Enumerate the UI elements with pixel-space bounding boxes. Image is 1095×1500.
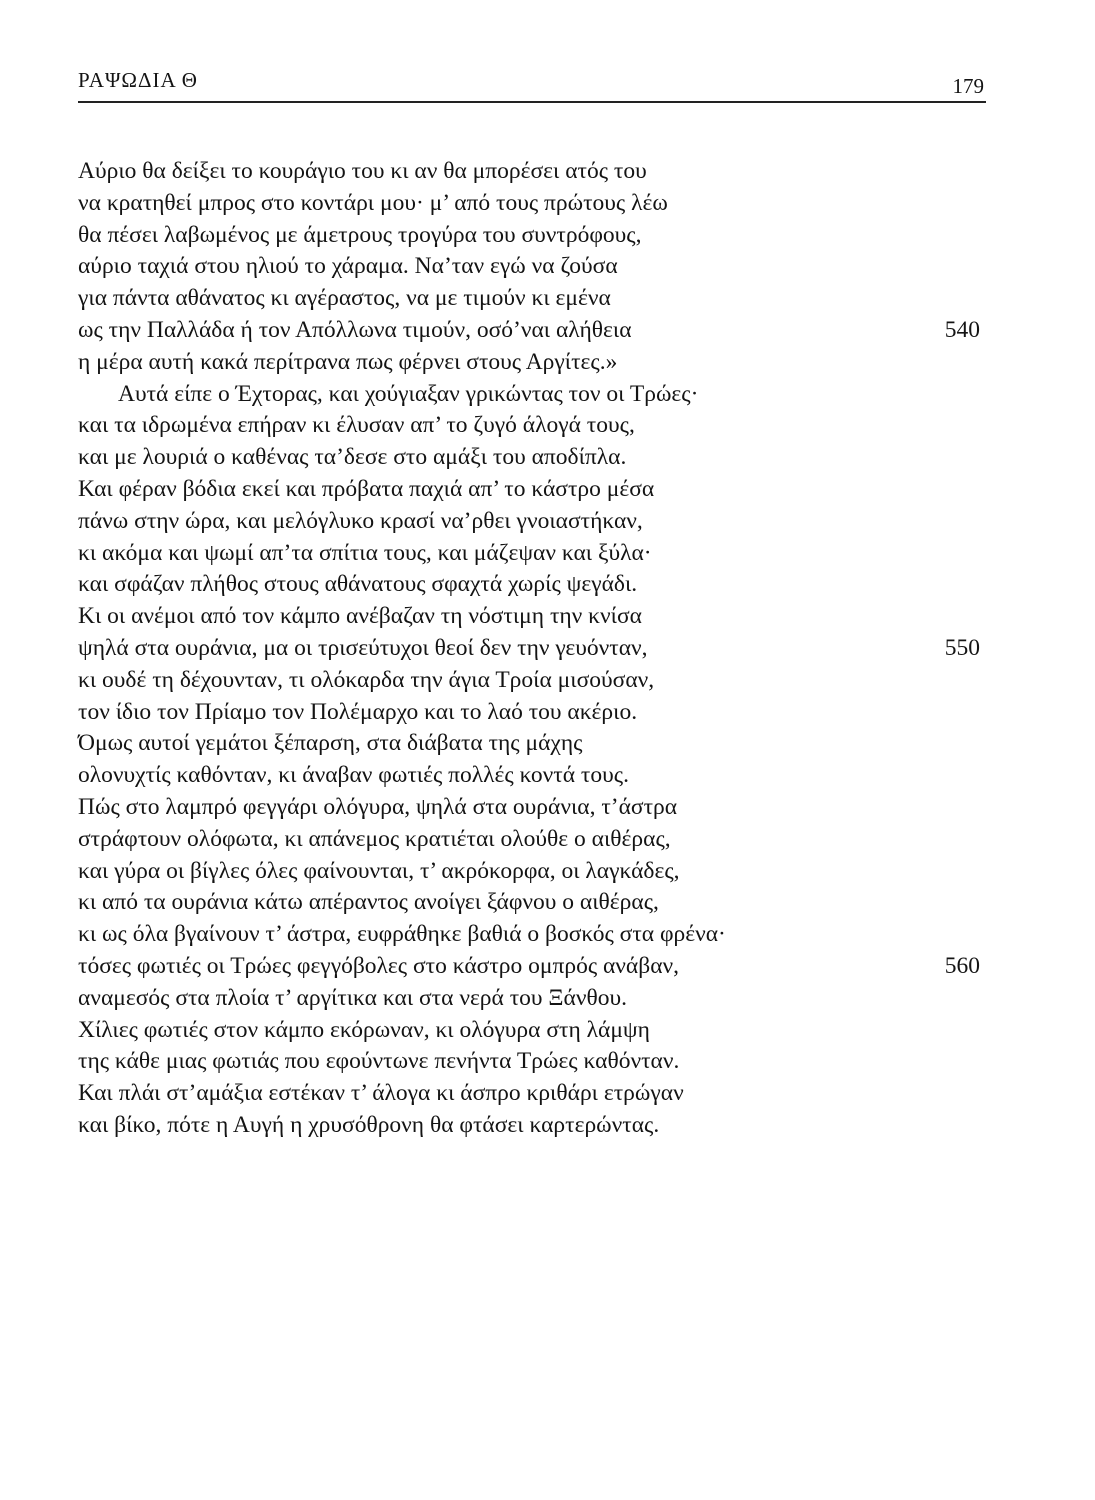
- verse-text: τόσες φωτιές οι Τρώες φεγγόβολες στο κάστρο ομπρός ανάβαν,: [78, 952, 680, 979]
- verse-line: [78, 1078, 988, 1110]
- verse-line: [78, 156, 988, 188]
- page-header: [78, 64, 988, 104]
- verse-line: [78, 538, 988, 570]
- verse-line: [78, 379, 988, 411]
- verse-line: [78, 1110, 988, 1142]
- verse-text: ως την Παλλάδα ή τον Απόλλωνα τιμούν, οσό’ναι αλήθεια: [78, 316, 632, 343]
- verse-text: και βίκο, πότε η Αυγή η χρυσόθρονη θα φτάσει καρτερώντας.: [78, 1111, 660, 1138]
- verse-line: [78, 283, 988, 315]
- verse-text: Και πλάι στ’αμάξια εστέκαν τ’ άλογα κι άσπρο κριθάρι ετρώγαν: [78, 1080, 684, 1107]
- verse-text: αναμεσός στα πλοία τ’ αργίτικα και στα νερά του Ξάνθου.: [78, 984, 627, 1011]
- verse-line: [78, 315, 988, 347]
- verse-text: Χίλιες φωτιές στον κάμπο εκόρωναν, κι ολόγυρα στη λάμψη: [78, 1016, 650, 1043]
- verse-text: κι από τα ουράνια κάτω απέραντος ανοίγει ξάφνου ο αιθέρας,: [78, 889, 659, 916]
- verse-text: κι ακόμα και ψωμί απ’τα σπίτια τους, και μάζεψαν και ξύλα·: [78, 539, 652, 566]
- verse-line: [78, 347, 988, 379]
- running-head: ΡΑΨΩΔΙΑ Θ: [78, 68, 198, 92]
- line-number: 560: [944, 952, 980, 979]
- verse-text: και τα ιδρωμένα επήραν κι έλυσαν απ’ το ζυγό άλογά τους,: [78, 412, 635, 439]
- verse-line: [78, 665, 988, 697]
- poem-text: [78, 156, 988, 1142]
- verse-line: [78, 474, 988, 506]
- verse-text: Αυτά είπε ο Έχτορας, και χούγιαξαν γρικώντας τον οι Τρώες·: [118, 380, 699, 407]
- verse-line: [78, 506, 988, 538]
- verse-line: [78, 251, 988, 283]
- verse-line: [78, 188, 988, 220]
- verse-line: [78, 983, 988, 1015]
- verse-line: [78, 887, 988, 919]
- verse-line: [78, 760, 988, 792]
- line-number: 550: [944, 634, 980, 661]
- verse-text: Όμως αυτοί γεμάτοι ξέπαρση, στα διάβατα της μάχης: [78, 730, 583, 757]
- verse-text: Πώς στο λαμπρό φεγγάρι ολόγυρα, ψηλά στα ουράνια, τ’άστρα: [78, 793, 678, 820]
- verse-text: θα πέσει λαβωμένος με άμετρους τρογύρα του συντρόφους,: [78, 221, 642, 248]
- verse-text: κι ως όλα βγαίνουν τ’ άστρα, ευφράθηκε βαθιά ο βοσκός στα φρένα·: [78, 921, 726, 948]
- verse-text: Αύριο θα δείξει το κουράγιο του κι αν θα μπορέσει ατός του: [78, 158, 647, 184]
- page-number: 179: [952, 74, 984, 98]
- verse-line: [78, 697, 988, 729]
- verse-line: [78, 919, 988, 951]
- header-rule: [78, 101, 986, 103]
- verse-line: [78, 442, 988, 474]
- verse-line: [78, 220, 988, 252]
- verse-text: και με λουριά ο καθένας τα’δεσε στο αμάξι του αποδίπλα.: [78, 444, 627, 471]
- verse-text: πάνω στην ώρα, και μελόγλυκο κρασί να’ρθει γνοιαστήκαν,: [78, 507, 643, 534]
- verse-text: Κι οι ανέμοι από τον κάμπο ανέβαζαν τη νόστιμη την κνίσα: [78, 603, 642, 630]
- verse-text: τον ίδιο τον Πρίαμο τον Πολέμαρχο και το λαό του ακέριο.: [78, 698, 638, 725]
- verse-text: για πάντα αθάνατος κι αγέραστος, να με τιμούν κι εμένα: [78, 285, 611, 312]
- verse-line: [78, 633, 988, 665]
- verse-text: αύριο ταχιά στου ηλιού το χάραμα. Να’ταν εγώ να ζούσα: [78, 253, 618, 280]
- verse-line: [78, 951, 988, 983]
- verse-text: Και φέραν βόδια εκεί και πρόβατα παχιά απ’ το κάστρο μέσα: [78, 475, 655, 502]
- verse-text: στράφτουν ολόφωτα, κι απάνεμος κρατιέται ολούθε ο αιθέρας,: [78, 825, 671, 852]
- verse-text: να κρατηθεί μπρος στο κοντάρι μου· μ’ από τους πρώτους λέω: [78, 189, 668, 216]
- verse-line: [78, 1046, 988, 1078]
- verse-text: της κάθε μιας φωτιάς που εφούντωνε πενήντα Τρώες καθόνταν.: [78, 1048, 680, 1075]
- verse-line: [78, 569, 988, 601]
- verse-text: και γύρα οι βίγλες όλες φαίνουνται, τ’ ακρόκορφα, οι λαγκάδες,: [78, 857, 680, 884]
- verse-line: [78, 792, 988, 824]
- verse-text: κι ουδέ τη δέχουνταν, τι ολόκαρδα την άγια Τροία μισούσαν,: [78, 666, 655, 693]
- verse-line: [78, 1015, 988, 1047]
- verse-text: η μέρα αυτή κακά περίτρανα πως φέρνει στους Αργίτες.»: [78, 348, 618, 375]
- verse-text: και σφάζαν πλήθος στους αθάνατους σφαχτά χωρίς ψεγάδι.: [78, 571, 638, 598]
- verse-text: ψηλά στα ουράνια, μα οι τρισεύτυχοι θεοί δεν την γευόνταν,: [78, 634, 648, 661]
- verse-line: [78, 728, 988, 760]
- verse-line: [78, 601, 988, 633]
- verse-line: [78, 856, 988, 888]
- line-number: 540: [944, 316, 980, 343]
- verse-text: ολονυχτίς καθόνταν, κι άναβαν φωτιές πολλές κοντά τους.: [78, 762, 629, 789]
- verse-line: [78, 410, 988, 442]
- verse-line: [78, 824, 988, 856]
